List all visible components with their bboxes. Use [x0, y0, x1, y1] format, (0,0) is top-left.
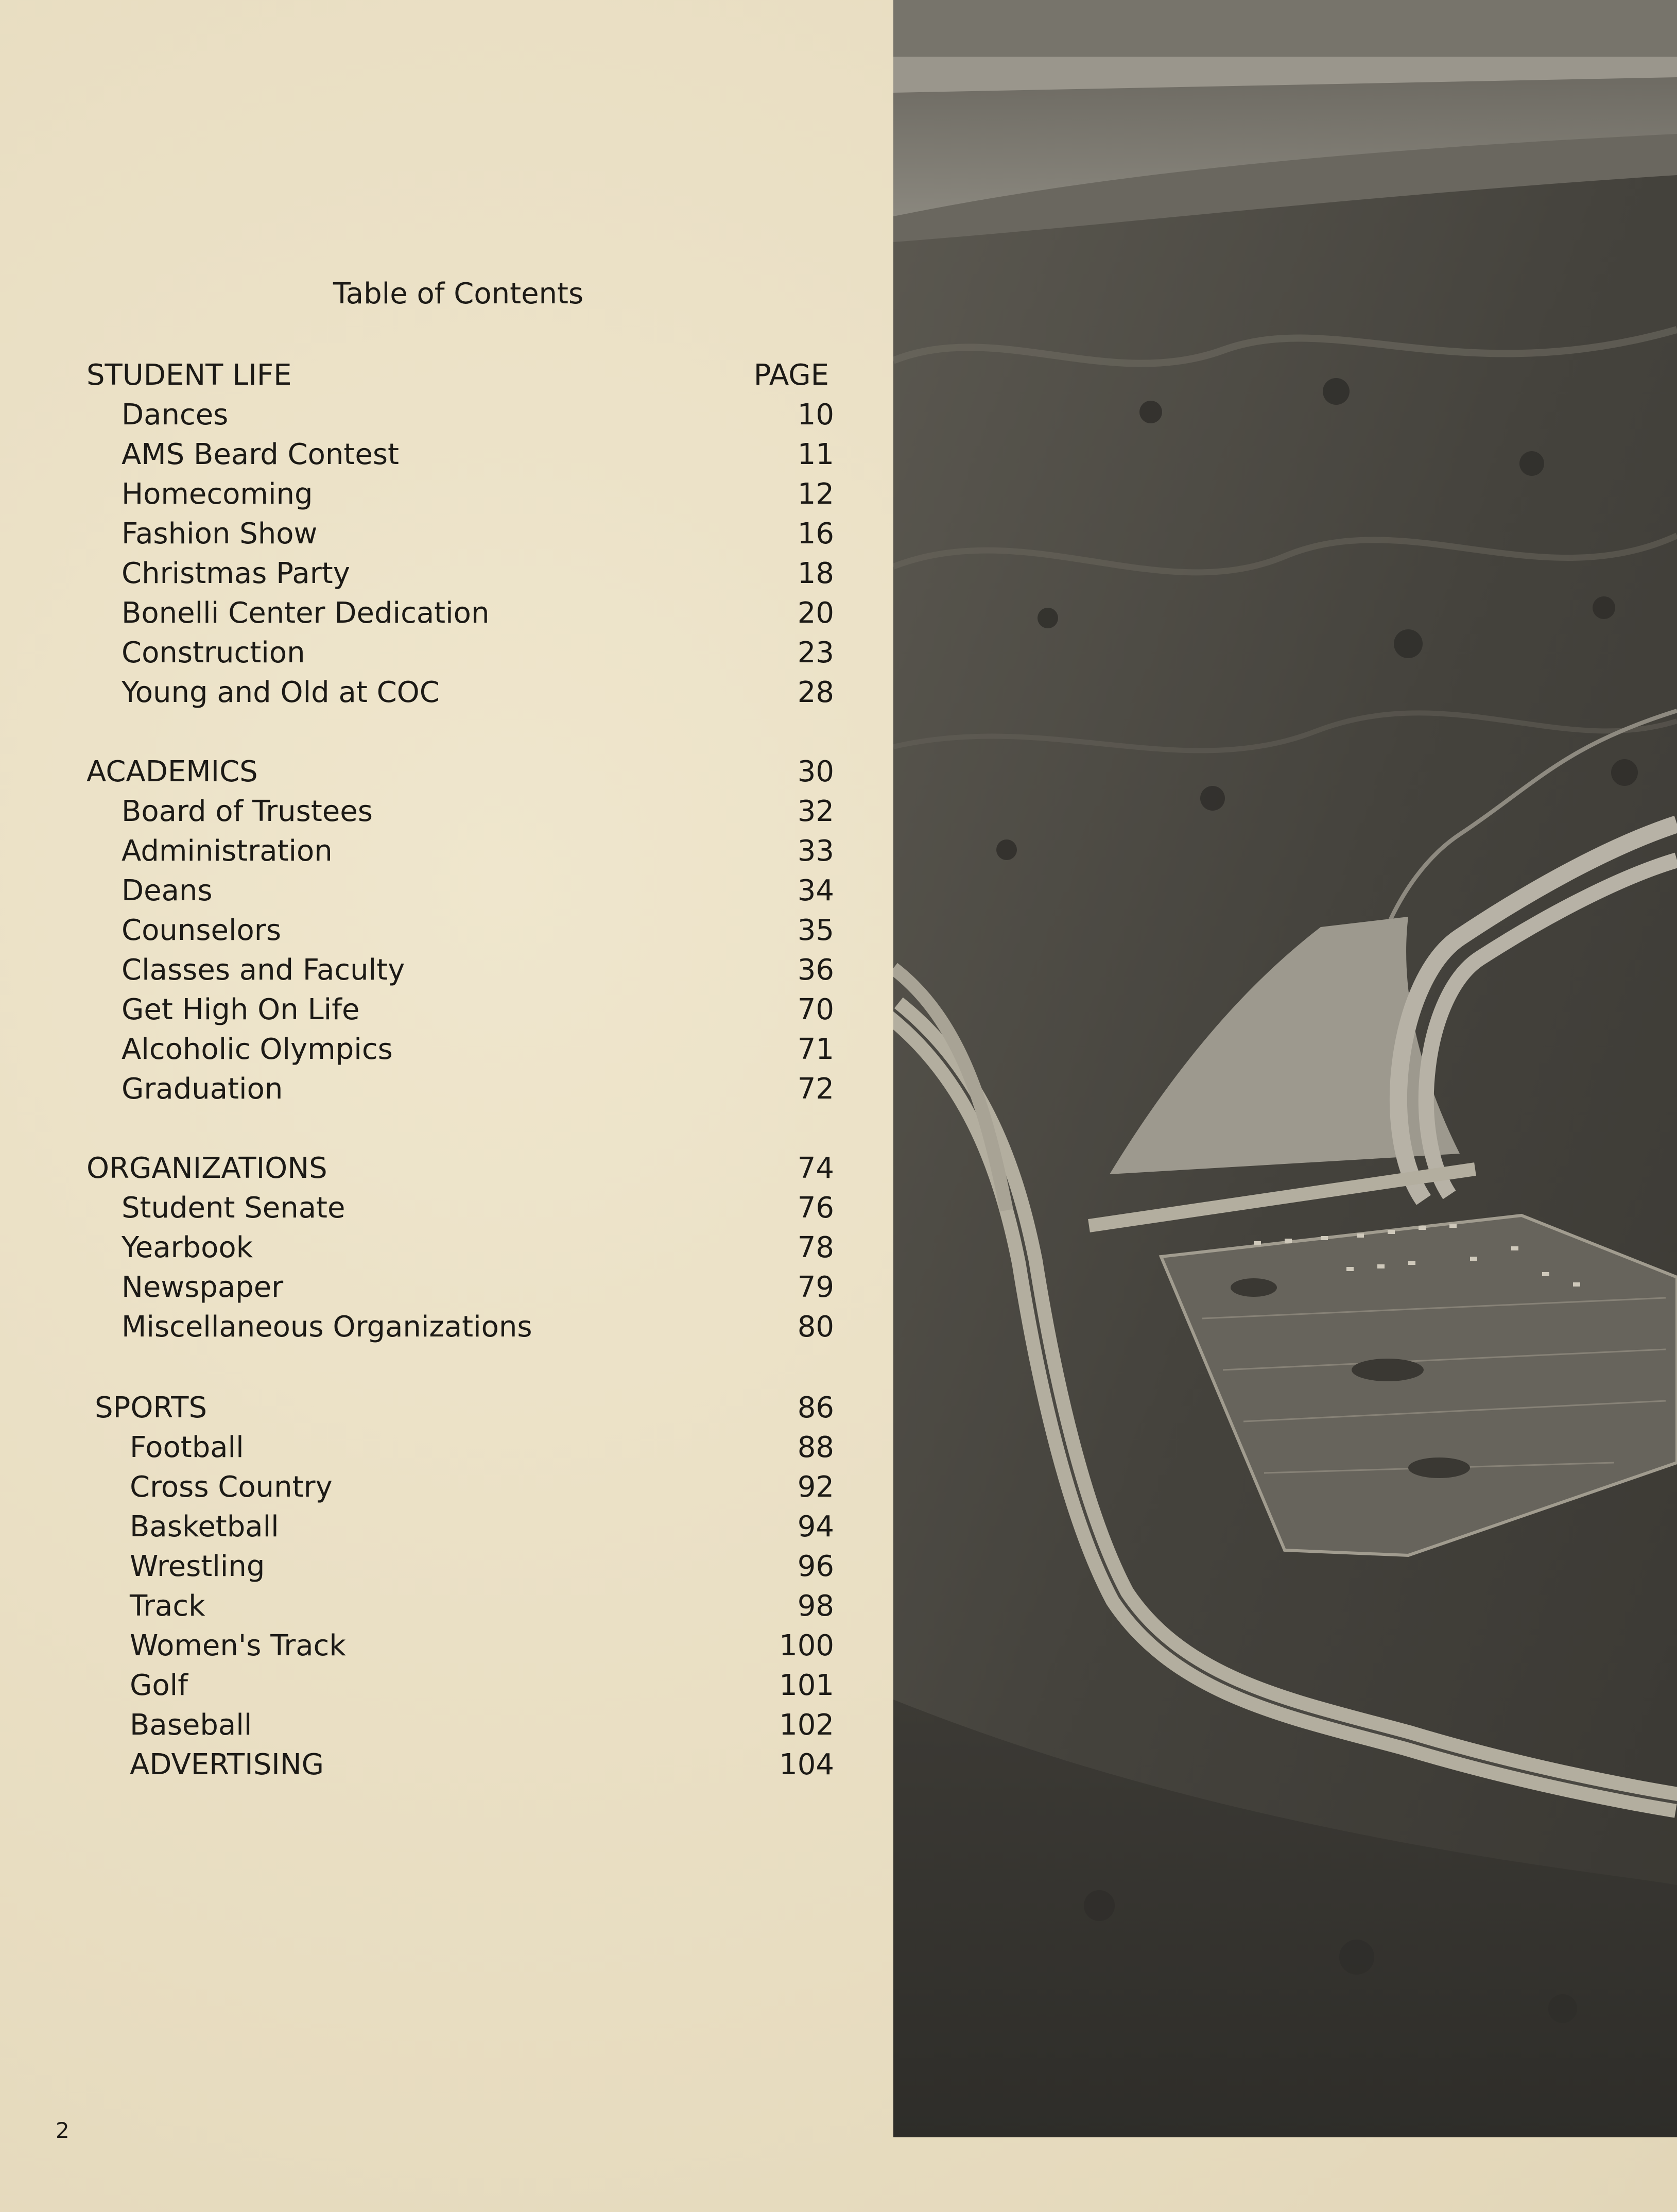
toc-entry: [0, 1705, 875, 1745]
toc-entry-label: Women's Track: [130, 1629, 346, 1662]
toc-section-sports: [0, 1388, 875, 1785]
toc-entry: [0, 792, 875, 831]
toc-entry-label: Christmas Party: [122, 557, 350, 590]
toc-entry-page: 11: [797, 438, 834, 471]
aerial-photo-illustration: [893, 0, 1677, 2137]
page-column-header: PAGE: [753, 358, 829, 392]
toc-entry: [0, 1626, 875, 1666]
toc-entry-label: Homecoming: [122, 477, 313, 511]
toc-entry-page: 72: [797, 1072, 834, 1106]
toc-entry-page: 98: [797, 1589, 834, 1623]
toc-entry: [0, 1030, 875, 1069]
toc-entry-page: 76: [797, 1191, 834, 1225]
section-heading: SPORTS: [95, 1391, 207, 1425]
toc-entry: [0, 474, 875, 514]
toc-entry-label: Track: [130, 1589, 205, 1623]
toc-entry-page: 70: [797, 993, 834, 1026]
toc-entry-page: 96: [797, 1550, 834, 1583]
toc-section-heading-row: [0, 752, 875, 792]
toc-section-heading-row: [0, 1388, 875, 1428]
toc-entry: [0, 831, 875, 871]
toc-entry: [0, 514, 875, 554]
toc-section-organizations: [0, 1148, 875, 1347]
toc-entry-label: ADVERTISING: [130, 1748, 324, 1781]
toc-entry-page: 33: [797, 834, 834, 868]
toc-entry-label: Yearbook: [122, 1231, 253, 1264]
section-heading: ACADEMICS: [87, 755, 258, 788]
toc-entry: [0, 1188, 875, 1228]
toc-entry: [0, 1507, 875, 1547]
toc-entry-page: 16: [797, 517, 834, 551]
toc-entry-label: Administration: [122, 834, 333, 868]
toc-entry: [0, 593, 875, 633]
toc-entry: [0, 395, 875, 435]
toc-entry-label: Bonelli Center Dedication: [122, 596, 490, 630]
toc-entry-page: 36: [797, 953, 834, 987]
toc-entry-label: AMS Beard Contest: [122, 438, 399, 471]
toc-entry-page: 92: [797, 1470, 834, 1504]
toc-entry: [0, 1586, 875, 1626]
section-page: 86: [797, 1391, 834, 1425]
toc-entry: [0, 1428, 875, 1467]
aerial-photo: [893, 0, 1677, 2137]
toc-entry-page: 12: [797, 477, 834, 511]
toc-entry-page: 23: [797, 636, 834, 670]
toc-entry-page: 71: [797, 1033, 834, 1066]
page-title: Table of Contents: [333, 277, 584, 311]
toc-entry-label: Construction: [122, 636, 305, 670]
toc-entry-label: Alcoholic Olympics: [122, 1033, 393, 1066]
toc-entry-page: 100: [779, 1629, 834, 1662]
section-page: 74: [797, 1152, 834, 1185]
toc-entry: [0, 633, 875, 673]
toc-section-heading-row: [0, 355, 875, 395]
toc-entry-page: 80: [797, 1310, 834, 1344]
toc-entry-label: Wrestling: [130, 1550, 265, 1583]
toc-entry: [0, 1547, 875, 1586]
toc-entry: [0, 1666, 875, 1705]
toc-entry-label: Deans: [122, 874, 213, 907]
toc-entry: [0, 1467, 875, 1507]
section-page: 30: [797, 755, 834, 788]
toc-entry-label: Board of Trustees: [122, 795, 373, 828]
toc-entry: [0, 950, 875, 990]
toc-entry-label: Get High On Life: [122, 993, 360, 1026]
toc-entry-label: Golf: [130, 1669, 188, 1702]
toc-entry-label: Graduation: [122, 1072, 283, 1106]
toc-entry-label: Football: [130, 1431, 244, 1464]
section-heading: STUDENT LIFE: [87, 358, 292, 392]
toc-entry-page: 35: [797, 914, 834, 947]
toc-entry-label: Miscellaneous Organizations: [122, 1310, 532, 1344]
toc-entry-label: Newspaper: [122, 1271, 284, 1304]
toc-entry-label: Classes and Faculty: [122, 953, 405, 987]
toc-entry-page: 32: [797, 795, 834, 828]
toc-entry-label: Young and Old at COC: [122, 676, 440, 709]
toc-entry-page: 28: [797, 676, 834, 709]
toc-entry: [0, 554, 875, 593]
toc-entry-label: Counselors: [122, 914, 281, 947]
toc-entry-page: 102: [779, 1708, 834, 1742]
toc-entry-label: Baseball: [130, 1708, 252, 1742]
toc-entry: [0, 673, 875, 712]
toc-entry: [0, 1307, 875, 1347]
toc-entry: [0, 1745, 875, 1785]
toc-section-student-life: [0, 355, 875, 712]
toc-entry-page: 88: [797, 1431, 834, 1464]
toc-entry: [0, 911, 875, 950]
toc-entry-page: 18: [797, 557, 834, 590]
toc-entry: [0, 1069, 875, 1109]
toc-entry: [0, 1267, 875, 1307]
toc-entry: [0, 871, 875, 911]
toc-entry-page: 78: [797, 1231, 834, 1264]
toc-entry-label: Cross Country: [130, 1470, 333, 1504]
toc-section-academics: [0, 752, 875, 1109]
toc-entry: [0, 1228, 875, 1267]
toc-entry-page: 101: [779, 1669, 834, 1702]
toc-entry-page: 10: [797, 398, 834, 432]
toc-entry-page: 79: [797, 1271, 834, 1304]
toc-entry-label: Student Senate: [122, 1191, 345, 1225]
page-number: 2: [56, 2118, 70, 2143]
toc-entry-page: 94: [797, 1510, 834, 1544]
toc-entry-page: 34: [797, 874, 834, 907]
toc-entry-label: Basketball: [130, 1510, 279, 1544]
toc-entry-page: 20: [797, 596, 834, 630]
section-heading: ORGANIZATIONS: [87, 1152, 327, 1185]
toc-entry: [0, 990, 875, 1030]
toc-section-heading-row: [0, 1148, 875, 1188]
toc-entry-label: Dances: [122, 398, 229, 432]
toc-entry-page: 104: [779, 1748, 834, 1781]
toc-entry: [0, 435, 875, 474]
toc-entry-label: Fashion Show: [122, 517, 318, 551]
